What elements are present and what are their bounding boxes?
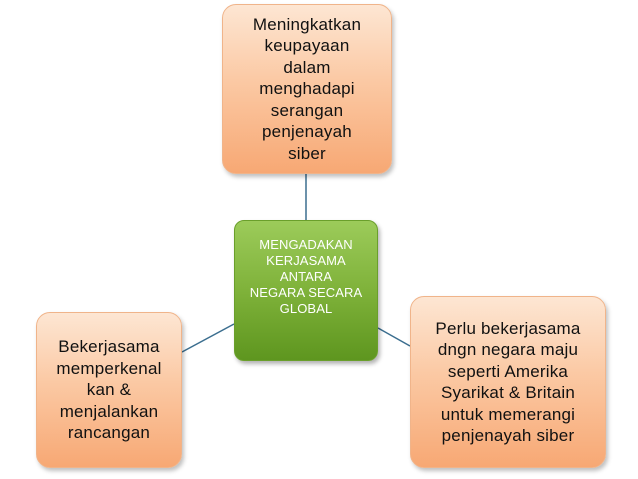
node-right-label: Perlu bekerjasama dngn negara maju seperti Amerika Syarikat & Britain untuk memerangi penjenayah siber (435, 318, 581, 445)
connector-center-left (182, 324, 234, 352)
node-left-label: Bekerjasama memperkenal kan & menjalankan rancangan (56, 337, 162, 443)
node-left (36, 312, 182, 468)
node-top-label: Meningkatkan keupayaan dalam menghadapi serangan penjenayah siber (252, 14, 362, 163)
node-center (234, 220, 378, 361)
connector-center-right (378, 328, 410, 346)
node-top (222, 4, 392, 174)
node-right (410, 296, 606, 468)
node-center-label: MENGADAKAN KERJASAMA ANTARA NEGARA SECARA GLOBAL (249, 237, 363, 316)
